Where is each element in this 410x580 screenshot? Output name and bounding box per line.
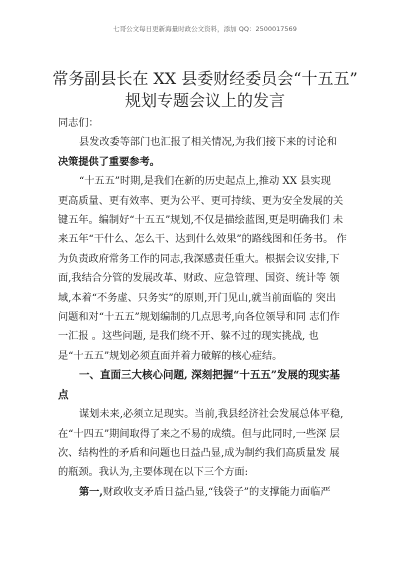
salutation: 同志们：	[58, 118, 99, 129]
paragraph-3-line: 的瓶颈。我认为,主要体现在以下三个方面:	[58, 467, 249, 479]
paragraph-3-line: 谋划未来,必须立足现实。当前,我县经济社会发展总体平稳,	[79, 409, 344, 421]
paragraph-1-line: 决策提供了重要参考。	[58, 155, 160, 168]
title-line-1: 常务副县长在 XX 县委财经委员会“十五五”	[52, 69, 358, 88]
paragraph-2-line: 更高质量、更有效率、更为公平、更可持续、更为安全发展的关	[58, 195, 344, 207]
paragraph-2-line: 问题和对“十五五”规划编制的几点思考,向各位领导和同 志们作	[58, 312, 340, 324]
paragraph-2-line: 一汇报 。这些问题, 是我们绕不开、躲不过的现实挑战, 也	[58, 331, 319, 343]
title-line-2: 规划专题会议上的发言	[124, 91, 285, 110]
paragraph-2-line: 为负责政府常务工作的同志,我深感责任重大。根据会议安排,下	[58, 253, 340, 265]
paragraph-4-text: 财政收支矛盾日益凸显,“钱袋子”的支撑能力面临严	[102, 486, 331, 498]
paragraph-3-line: 在“十四五”期间取得了来之不易的成绩。但与此同时,一些深 层	[58, 428, 340, 440]
paragraph-2-line: 是“十五五”规划必须直面并着力破解的核心症结。	[58, 350, 283, 362]
paragraph-1-line: 县发改委等部门也汇报了相关情况,为我们接下来的讨论和	[79, 137, 337, 149]
paragraph-2-line: 面,我结合分管的发展改革、财政、应急管理、国资、统计等 领	[58, 273, 340, 285]
paragraph-4-line	[58, 483, 354, 502]
paragraph-3-line: 次、结构性的矛盾和问题也日益凸显,成为制约我们高质量发 展	[58, 447, 340, 459]
paragraph-4-lead: 第一,	[79, 485, 103, 498]
section-heading-1: 一、直面三大核心问题, 深刻把握“十五五”发展的现实基	[79, 369, 340, 382]
section-heading-1: 点	[58, 388, 69, 401]
paragraph-2-line: 域,本着“不务虚、只务实”的原则,开门见山,就当前面临的 突出	[58, 292, 337, 304]
paragraph-2-line: “十五五”时期,是我们在新的历史起点上,推动 XX 县实现	[79, 176, 331, 188]
document-title	[40, 68, 370, 112]
paragraph-2-line: 来五年“干什么、怎么干、达到什么效果”的路线图和任务书。 作	[58, 234, 347, 246]
header-note: 七哥公文每日更新海量时政公文资料，添加 QQ：2500017569	[113, 25, 297, 33]
document-body	[58, 114, 354, 502]
paragraph-2-line: 键五年。编制好“十五五”规划,不仅是描绘蓝图,更是明确我们 未	[58, 215, 344, 227]
